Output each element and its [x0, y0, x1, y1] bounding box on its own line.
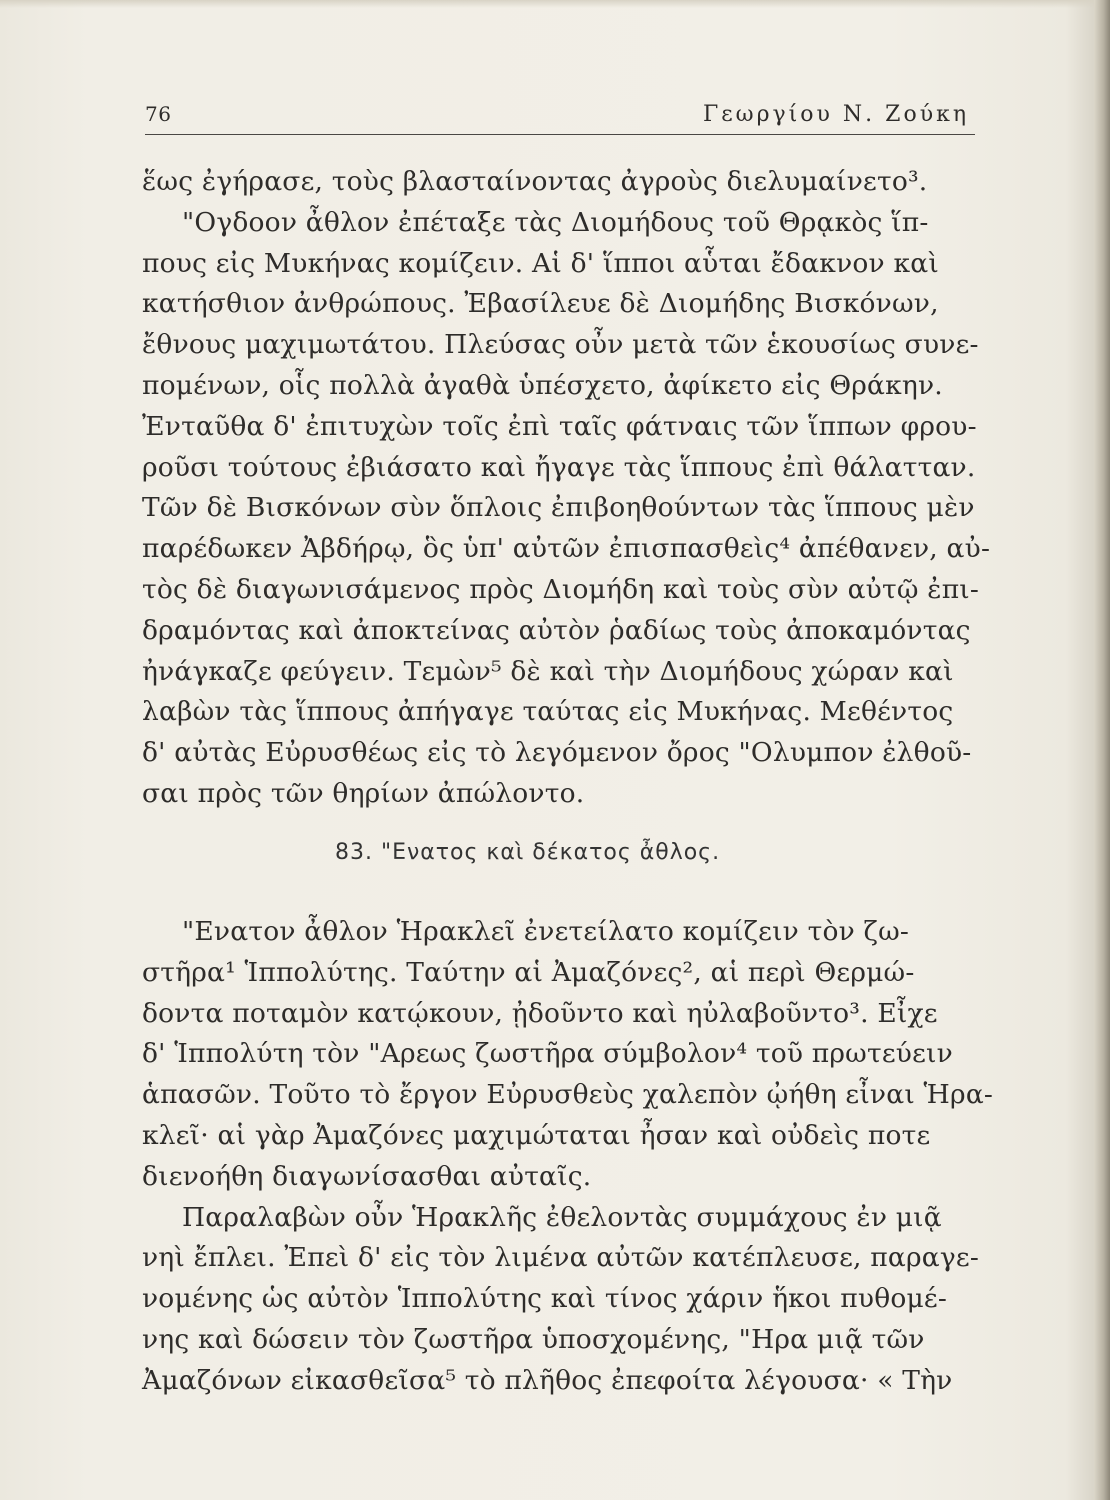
- body-text-top: [142, 162, 991, 815]
- text-line: ἔθνους μαχιμωτάτου. Πλεύσας οὖν μετὰ τῶν ἑκουσίως συνε-: [142, 329, 979, 361]
- text-line: ἠνάγκαζε φεύγειν. Τεμὼν⁵ δὲ καὶ τὴν Διομήδους χώραν καὶ: [142, 655, 954, 687]
- running-head-title: Γεωργίου Ν. Ζούκη: [703, 102, 969, 127]
- text-line: Ἐνταῦθα δ' ἐπιτυχὼν τοῖς ἐπὶ ταῖς φάτναις τῶν ἵππων φρου-: [142, 410, 977, 442]
- text-line: σαι πρὸς τῶν θηρίων ἀπώλοντο.: [142, 777, 585, 809]
- page-number: 76: [145, 102, 172, 126]
- text-line: νηὶ ἔπλει. Ἐπεὶ δ' εἰς τὸν λιμένα αὐτῶν κατέπλευσε, παραγε-: [142, 1242, 980, 1274]
- text-line: ροῦσι τούτους ἐβιάσατο καὶ ἤγαγε τὰς ἵππους ἐπὶ θάλατταν.: [142, 451, 976, 483]
- text-line: τὸς δὲ διαγωνισάμενος πρὸς Διομήδη καὶ τοὺς σὺν αὐτῷ ἐπι-: [142, 573, 980, 605]
- text-line: διενοήθη διαγωνίσασθαι αὐταῖς.: [142, 1160, 592, 1192]
- body-text-bottom: [142, 912, 994, 1402]
- text-line: "Ογδοον ἆθλον ἐπέταξε τὰς Διομήδους τοῦ Θρᾳκὸς ἵπ-: [182, 206, 929, 238]
- text-line: δ' αὐτὰς Εὐρυσθέως εἰς τὸ λεγόμενον ὄρος "Ολυμπον ἐλθοῦ-: [142, 737, 972, 769]
- section-heading: 83. "Ενατος καὶ δέκατος ἆθλος.: [335, 840, 721, 865]
- text-line: Τῶν δὲ Βισκόνων σὺν ὅπλοις ἐπιβοηθούντων τὰς ἵππους μὲν: [142, 492, 975, 524]
- text-line: κατήσθιον ἀνθρώπους. Ἐβασίλευε δὲ Διομήδης Βισκόνων,: [142, 288, 939, 320]
- text-line: λαβὼν τὰς ἵππους ἀπήγαγε ταύτας εἰς Μυκήνας. Μεθέντος: [142, 696, 954, 728]
- text-line: κλεῖ· αἱ γὰρ Ἀμαζόνες μαχιμώταται ἦσαν καὶ οὐδεὶς ποτε: [142, 1119, 931, 1151]
- text-line: Ἀμαζόνων εἰκασθεῖσα⁵ τὸ πλῆθος ἐπεφοίτα λέγουσα· « Τὴν: [142, 1364, 953, 1396]
- text-line: στῆρα¹ Ἱππολύτης. Ταύτην αἱ Ἀμαζόνες², αἱ περὶ Θερμώ-: [142, 956, 915, 988]
- page-top-edge: [0, 0, 1110, 8]
- text-line: Παραλαβὼν οὖν Ἡρακλῆς ἐθελοντὰς συμμάχους ἐν μιᾷ: [182, 1201, 942, 1233]
- text-line: δοντα ποταμὸν κατῴκουν, ᾐδοῦντο καὶ ηὐλαβοῦντο³. Εἶχε: [142, 997, 938, 1029]
- text-line: πομένων, οἷς πολλὰ ἀγαθὰ ὑπέσχετο, ἀφίκετο εἰς Θράκην.: [142, 369, 943, 401]
- text-line: νομένης ὡς αὐτὸν Ἱππολύτης καὶ τίνος χάριν ἥκοι πυθομέ-: [142, 1283, 948, 1315]
- running-head: [145, 100, 975, 135]
- text-line: "Ενατον ἆθλον Ἡρακλεῖ ἐνετείλατο κομίζειν τὸν ζω-: [182, 916, 910, 947]
- text-line: ἕως ἐγήρασε, τοὺς βλασταίνοντας ἀγροὺς διελυμαίνετο³.: [142, 166, 928, 197]
- text-line: δραμόντας καὶ ἀποκτείνας αὐτὸν ῥαδίως τοὺς ἀποκαμόντας: [142, 614, 971, 646]
- text-line: νης καὶ δώσειν τὸν ζωστῆρα ὑποσχομένης, "Ηρα μιᾷ τῶν: [142, 1323, 925, 1355]
- text-line: δ' Ἱππολύτη τὸν "Αρεως ζωστῆρα σύμβολον⁴ τοῦ πρωτεύειν: [142, 1038, 953, 1070]
- text-line: ἁπασῶν. Τοῦτο τὸ ἔργον Εὐρυσθεὺς χαλεπὸν ᾠήθη εἶναι Ἡρα-: [142, 1079, 994, 1111]
- text-line: πους εἰς Μυκήνας κομίζειν. Αἱ δ' ἵπποι αὗται ἔδακνον καὶ: [142, 247, 939, 279]
- text-line: παρέδωκεν Ἀβδήρῳ, ὃς ὑπ' αὐτῶν ἐπισπασθεὶς⁴ ἀπέθανεν, αὐ-: [142, 533, 991, 565]
- page-right-edge: [1094, 0, 1110, 1500]
